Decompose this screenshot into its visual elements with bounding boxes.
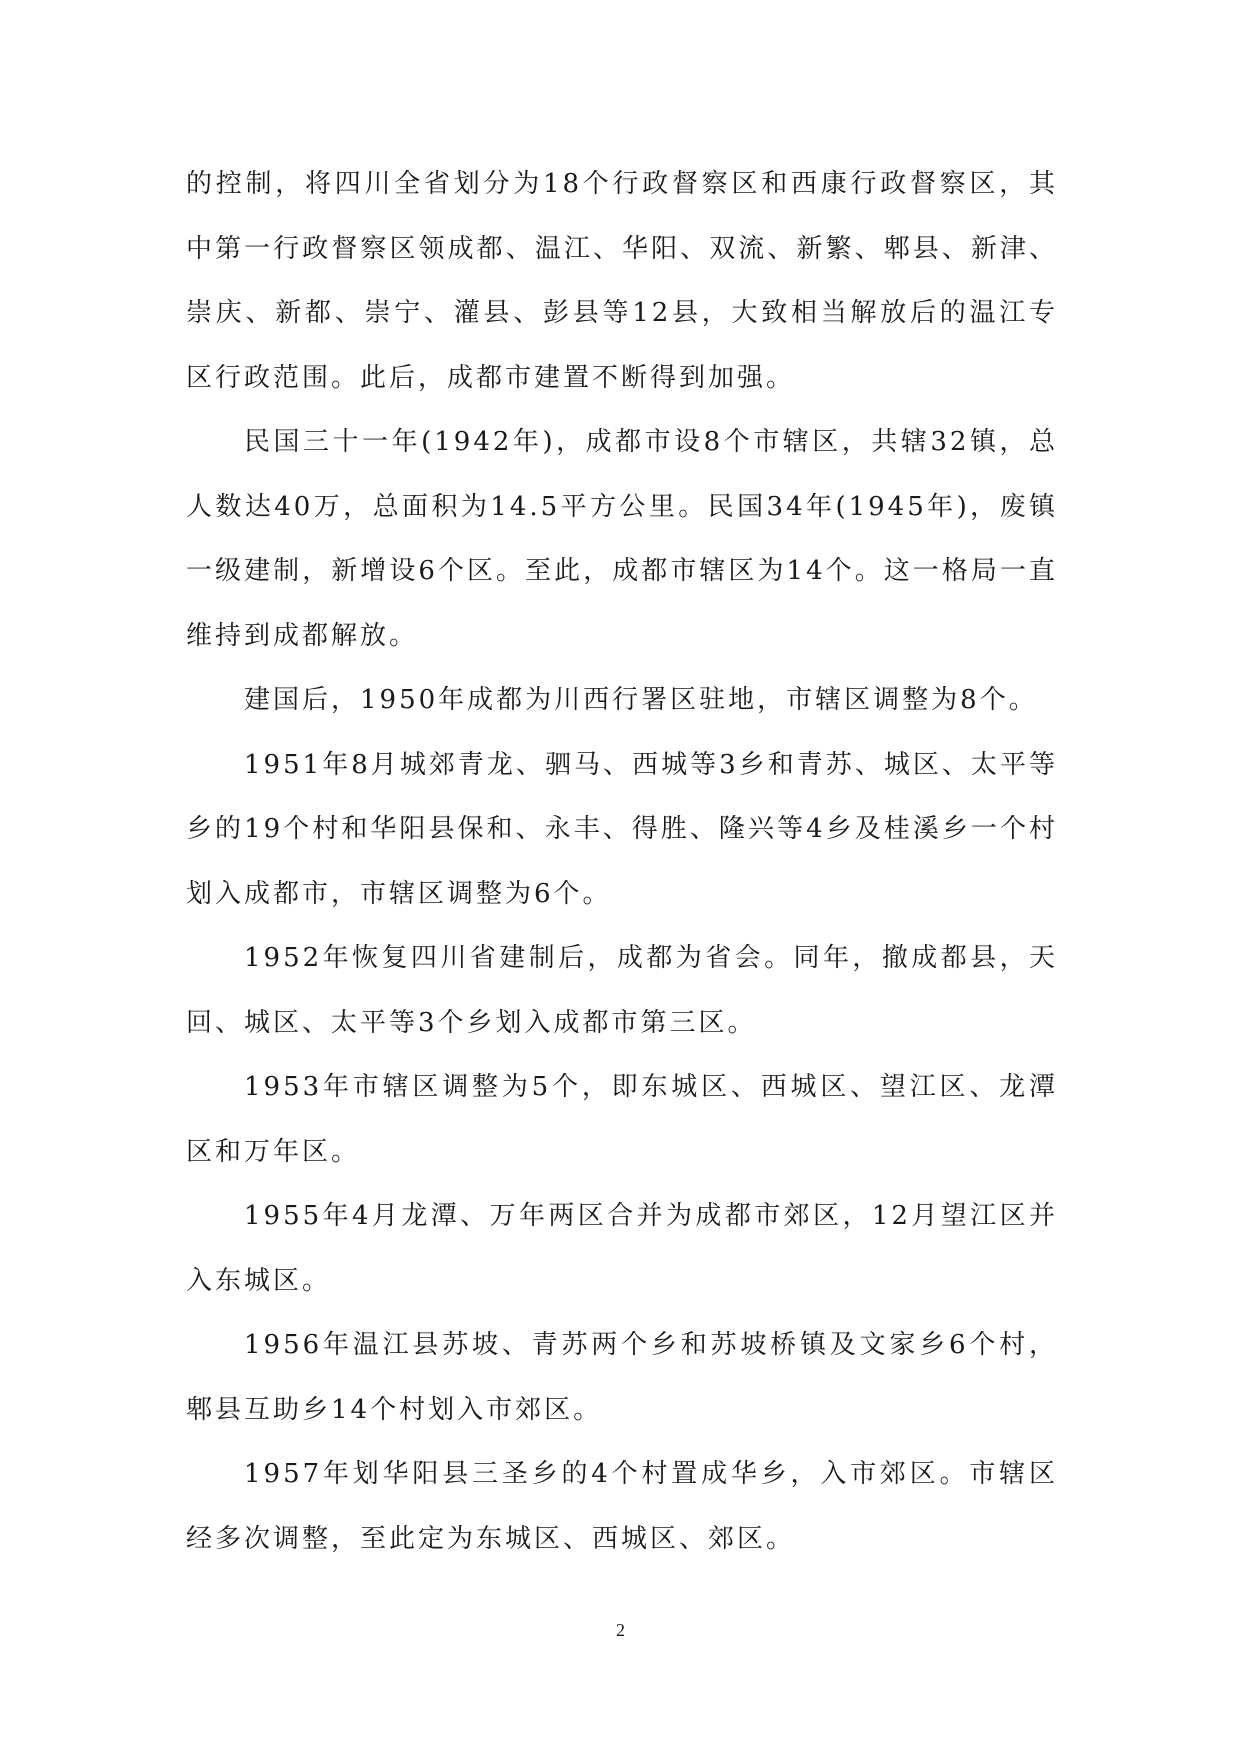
paragraph: 1957年划华阳县三圣乡的4个村置成华乡，入市郊区。市辖区经多次调整，至此定为东城区、西城区、郊区。	[186, 1459, 1058, 1554]
paragraph: 1956年温江县苏坡、青苏两个乡和苏坡桥镇及文家乡6个村，郫县互助乡14个村划入市郊区。	[186, 1330, 1058, 1425]
paragraph: 1953年市辖区调整为5个，即东城区、西城区、望江区、龙潭区和万年区。	[186, 1072, 1058, 1167]
document-body	[186, 152, 1058, 1571]
paragraph: 1955年4月龙潭、万年两区合并为成都市郊区，12月望江区并入东城区。	[186, 1201, 1058, 1296]
paragraph: 1951年8月城郊青龙、驷马、西城等3乡和青苏、城区、太平等乡的19个村和华阳县保和、永丰、得胜、隆兴等4乡及桂溪乡一个村划入成都市，市辖区调整为6个。	[186, 749, 1058, 909]
paragraph: 民国三十一年(1942年)，成都市设8个市辖区，共辖32镇，总人数达40万，总面积为14.5平方公里。民国34年(1945年)，废镇一级建制，新增设6个区。至此，成都市辖区为14个。这一格局一直维持到成都解放。	[186, 427, 1058, 651]
paragraph: 建国后，1950年成都为川西行署区驻地，市辖区调整为8个。	[244, 685, 1038, 715]
paragraph: 的控制，将四川全省划分为18个行政督察区和西康行政督察区，其中第一行政督察区领成都、温江、华阳、双流、新繁、郫县、新津、崇庆、新都、崇宁、灌县、彭县等12县，大致相当解放后的温江专区行政范围。此后，成都市建置不断得到加强。	[186, 169, 1058, 393]
page-number: 2	[616, 1620, 625, 1640]
paragraph: 1952年恢复四川省建制后，成都为省会。同年，撤成都县，天回、城区、太平等3个乡划入成都市第三区。	[186, 943, 1058, 1038]
